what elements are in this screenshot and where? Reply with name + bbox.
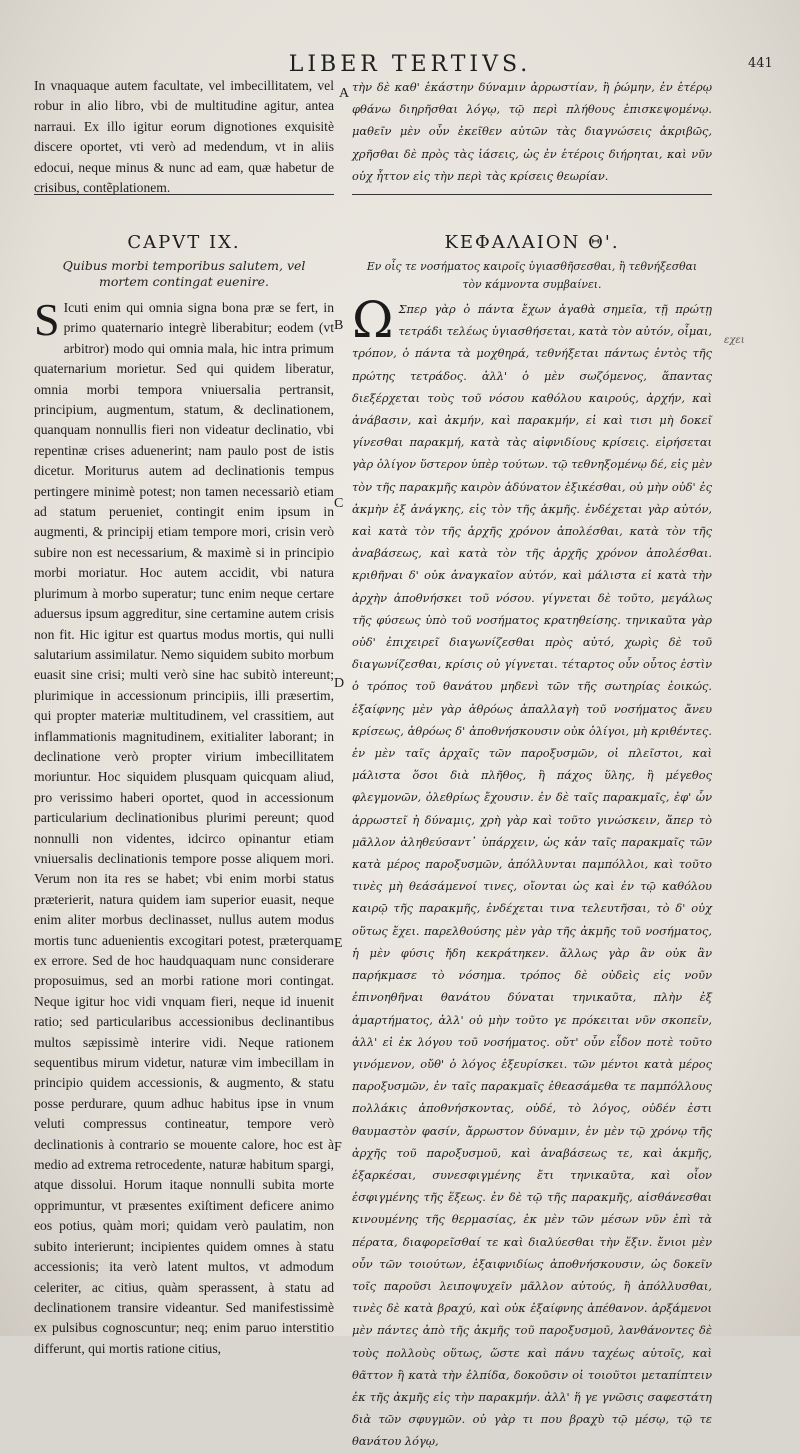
margin-letter-a: A — [339, 86, 350, 101]
greek-chapter-title: ΚΕΦΑΛΑΙΟΝ Θ'. — [444, 232, 620, 253]
margin-letter-e: E — [334, 936, 343, 951]
margin-letter-f: F — [334, 1140, 342, 1155]
running-title: LIBER TERTIVS. — [288, 52, 532, 77]
margin-letter-b: B — [334, 318, 344, 333]
page-number: 441 — [748, 56, 773, 71]
greek-top-paragraph — [352, 76, 712, 187]
latin-chapter-subtitle: Quibus morbi temporibus salutem, vel mortem contingat euenire. — [62, 258, 306, 289]
latin-top-paragraph — [34, 76, 334, 198]
margin-letter-c: C — [334, 496, 344, 511]
margin-note: εχει — [724, 335, 745, 346]
left-divider — [34, 194, 334, 195]
latin-body-text: Icuti enim qui omnia signa bona præ se fert, in primo quaternario integrè liberabitur; eodem (vt arbitror) modo qui omnia mala, hic intra primum quaternarium morietur. Sed qui quidem liberatur, omnia morbi tempora vniuersalia pertransit, principium, augmentum, statum, & declinationem, quanquam nonnullis fieri non videatur declinatio, vbi repentinæ crises aduenerint; nam paulo post de istis dicetur. Moriturus autem ad declinationis tempus pertingere minimè potest; non tamen necessariò etiam ad statum perueniet, contingit enim ipsum in augmenti, & principij etiam tempore mori, crisin verò subire non est necessarium, & maximè si in principio morbi moriatur. Hoc autem accidit, vbi natura plurimum à morbo superatur; tunc enim neque certare aduersus ipsum aggreditur, sine certamine autem crisis non fit. Hic igitur est quartus modus mortis, qui nulli salutarium assimilatur. Nemo siquidem subito morbum euasit sine crisi; multi verò sine hac subitò intereunt; plurimique in accessionum principiis, illi præsertim, qui propter materiæ multitudinem, vel crassitiem, aut inflammationis magnitudinem, exitialiter laborant; in declinatione verò propter virium imbecillitatem moriuntur. Hoc siquidem plusquam quicquam aliud, pro verissimo haberi oportet, quod in accessionum particularium declinationibus plurimi pereunt; quod nonnulli non videntes, idcirco opinantur etiam vniuersalis declinationis tempore posse aliquem mori. Verum non ita res se habet; vbi enim morbi status præterierit, natura quidem iam superior euasit, neque enim aliter morbus declinasset, nullus autem modus mortis tunc aduenientis excogitari potest, præterquam ex errore. Sed de hoc haudquaquam nunc considerare proposuimus, sed an morbi ratione mori contingat. Neque igitur hoc vidi vnquam fieri, neque id inuenit ratio; sed particularibus accessionibus declinantibus multos sæpissimè interire vidi. Neque rationem sequentibus mirum videtur, naturæ vim imbecillam in principio quidem accessionis, & augmento, & statu posse perdurare, quum adhuc habitus ipse in vnum veluti compressus contineatur, tempore verò declinationis à contrario se mouente calore, hoc est à medio ad extrema retrocedente, naturæ habitum spargi, atque dissolui. Horum itaque nonnulli subita morte opprimuntur, vt præsentes exiſtiment deficere animo eos potius, quàm mori; quidam verò paulatim, non subito interierunt; incipientes quidem omnes à statu accessionis; ita verò latent multos, vt admodum celeriter, ac citius, quàm sperassent, à statu ad declinationem transire videantur. Sed manifestissimè ex pulsibus cognoscuntur; neq; enim paruo interstitio differunt, qui mortis ratione citius, — [34, 300, 334, 1356]
greek-dropcap: Ω — [352, 291, 394, 349]
greek-top-text: τὴν δὲ καθ' ἑκάστην δύναμιν ἀρρωστίαν, ἢ ῥώμην, ἐν ἑτέρῳ φθάνω διηρῆσθαι λόγῳ, τῷ περὶ πλήθους ἐπισκεψομένῳ. μαθεῖν μὲν οὖν ἐκεῖθεν αὐτῶν τὰς διαγνώσεις ἀκριβῶς, χρῆσθαι δὲ πρὸς τὰς ἰάσεις, ὡς ἐν ἑτέροις διήρηται, καὶ νῦν οὐχ ἧττον εἰς τὴν περὶ τὰς κρίσεις θεωρίαν. — [352, 80, 712, 183]
margin-letter-d: D — [334, 676, 345, 691]
latin-top-text: In vnaquaque autem facultate, vel imbecillitatem, vel robur in alio libro, vbi de multitudine agitur, antea narraui. Ex illo igitur eorum dignotiones exquisitè discere oportet, vti verò ad medendum, vt in aliis edocui, neque minus & nunc ad eam, quæ habetur de crisibus, contẽplationem. — [34, 78, 334, 196]
latin-dropcap: S — [34, 294, 60, 345]
latin-body — [34, 294, 334, 1359]
greek-body — [352, 291, 712, 1453]
greek-chapter-subtitle: Εν οἷς τε νοσήματος καιροῖς ὑγιασθῆσεσθαι, ἢ τεθνήξεσθαι τὸν κάμνοντα συμβαίνει. — [366, 260, 698, 291]
latin-chapter-title: CAPVT IX. — [127, 232, 241, 253]
greek-body-text: Σπερ γὰρ ὁ πάντα ἔχων ἀγαθὰ σημεῖα, τῇ πρώτῃ τετράδι τελέως ὑγιασθήσεται, κατὰ τὸν αὐτόν, οἶμαι, τρόπον, ὁ πάντα τὰ μοχθηρά, τεθνήξεται πάντως ἐντὸς τῆς πρώτης τετράδος. ἀλλ' ὁ μὲν σωζόμενος, ἅπαντας διεξέρχεται τοὺς τοῦ νόσου καθόλου καιρούς, ἀρχήν, καὶ ἀνάβασιν, καὶ ἀκμήν, καὶ παρακμήν, εἰ καὶ τισι μὴ δοκεῖ γίνεσθαι παρακμή, κατὰ τὰς αἰφνιδίους κρίσεις. εἰρήσεται γὰρ ὀλίγον ὕστερον ὑπὲρ τούτων. τῷ τεθνηξομένῳ δέ, εἰς μὲν τὸν τῆς παρακμῆς καιρὸν ἀδύνατον ἐξικέσθαι, οὐ μὴν οὐδ' ἐς ἀκμὴν ἐξ ἀνάγκης, εἰς τὸν τῆς ἀκμῆς. ἐνδέχεται γὰρ αὐτόν, καὶ κατὰ τὸν τῆς ἀρχῆς χρόνον ἀπολέσθαι, κατὰ τὸν τῆς ἀναβάσεως, καὶ κατὰ τὸν τῆς ἀρχῆς χρόνον ἀπολέσθαι. κριθῆναι δ' οὐκ ἀναγκαῖον αὐτόν, καὶ μάλιστα εἰ κατὰ τὴν ἀρχὴν ἀποθνήσκει τοῦ νόσου. γίγνεται δὲ τοῦτο, μεγάλως τῆς φύσεως ὑπὸ τοῦ νοσήματος κρατηθείσης. τηνικαῦτα γὰρ οὐδ' ἐπιχειρεῖ διαγωνίζεσθαι πρὸς αὐτό, χωρὶς δὲ τοῦ διαγωνίζεσθαι, κρίσις οὐ γίγνεται. τέταρτος οὖν οὗτος ἐστὶν ὁ τρόπος τοῦ θανάτου μηδενὶ τῶν τῆς σωτηρίας ἐοικώς. ἐξαίφνης μὲν γὰρ ἀθρόως ἀπαλλαγὴ τοῦ νοσήματος ἄνευ κρίσεως, ἀθρόως δ' ἀποθνήσκουσιν οὐκ ὀλίγοι, μὴ κριθέντες. ἐν μὲν ταῖς ἀρχαῖς τῶν παροξυσμῶν, οἱ πλεῖστοι, καὶ μάλιστα ὅσοι διὰ πλῆθος, ἢ πάχος ὕλης, ἢ μέγεθος φλεγμονῶν, ὀλεθρίως ἔχουσιν. ἐν δὲ ταῖς παρακμαῖς, ἐφ' ὧν ἀρρωστεῖ ἡ δύναμις, χρὴ γὰρ καὶ τοῦτο γινώσκειν, ἅπερ τὸ μᾶλλον ἀληθεύσαντ᾽ ὑπάρχειν, ὡς κἀν ταῖς παρακμαῖς τῶν κατὰ μέρος παροξυσμῶν, ἀπόλλυνται παμπόλλοι, καὶ τοῦτο τινὲς μὴ θεάσάμενοί τινες, οἴονται ὡς καὶ ἐν τῷ καθόλου καιρῷ τῆς παρακμῆς, ἐνδέχεται τινα τελευτῆσαι, τὸ δ' οὐχ οὕτως ἔχει. παρελθούσης μὲν γὰρ τῆς ἀκμῆς τοῦ νοσήματος, ἡ μὲν φύσις ἤδη κεκράτηκεν. ἄλλως γὰρ ἂν οὐκ ἂν παρήκμασε τὸ νόσημα. τρόπος δὲ οὐδεὶς εἰς νοῦν ἐπινοηθῆναι θανάτου δύναται τηνικαῦτα, πλὴν ἐξ ἁμαρτήματος, ἀλλ' οὐ μὴν τοῦτο γε πρόκειται νῦν σκοπεῖν, ἀλλ' εἰ ἐκ λόγου τοῦ νοσήματος. οὔτ' οὖν εἶδον ποτὲ τοῦτο γινόμενον, οὔθ' ὁ λόγος ἐξευρίσκει. τῶν μέντοι κατὰ μέρος παροξυσμῶν, ἐν ταῖς παρακμαῖς ἐθεασάμεθα τε παμπόλλους πολλάκις ἀποθνήσκοντας, οὐδέ, τὸ λόγος, οὐδέν ἐστι θαυμαστὸν φασίν, ἄρρωστον δύναμιν, ἐν μὲν τῷ χρόνῳ τῆς ἀρχῆς τοῦ παροξυσμοῦ, καὶ ἀναβάσεως τε, καὶ ἀκμῆς, ἐξαρκέσαι, συνεσφιγμένης ἔτι τηνικαῦτα, καὶ οἷον ἐσφιγμένης τῆς ἕξεως. ἐν δὲ τῷ τῆς παρακμῆς, αἰσθάνεσθαι κινουμένης τῆς θερμασίας, ἐκ μὲν τῶν μέσων νῦν ἐπὶ τὰ πέρατα, διαφορεῖσθαί τε καὶ διαλύεσθαι τὴν ἕξιν. ἔνιοι μὲν οὖν τῶν τοιούτων, ἐξαιφνιδίως ἀποθνήσκουσιν, ὡς δοκεῖν τοῖς παροῦσι λειποψυχεῖν μᾶλλον αὐτούς, ἢ ἀπόλλυσθαι, τινὲς δὲ κατὰ βραχύ, καὶ οὐκ ἐξαίφνης ἀπέθανον. ἀρξάμενοι μὲν πάντες ἀπὸ τῆς ἀκμῆς τοῦ παροξυσμοῦ, λανθάνοντες δὲ τοὺς πολλοὺς οὕτως, ὥστε καὶ πάνυ ταχέως αὐτοῖς, καὶ θᾶττον ἢ κατὰ τὴν ἐλπίδα, δοκοῦσιν οἱ τοιοῦτοι μεταπίπτειν ἐκ τῆς ἀκμῆς εἰς τὴν παρακμήν. ἀλλ' ἥ γε γνῶσις σαφεστάτη διὰ τῶν σφυγμῶν. οὐ γὰρ τι που βραχὺ τῷ μέσῳ, τῷ τε θανάτου λόγῳ, — [352, 302, 712, 1449]
right-divider — [352, 194, 712, 195]
